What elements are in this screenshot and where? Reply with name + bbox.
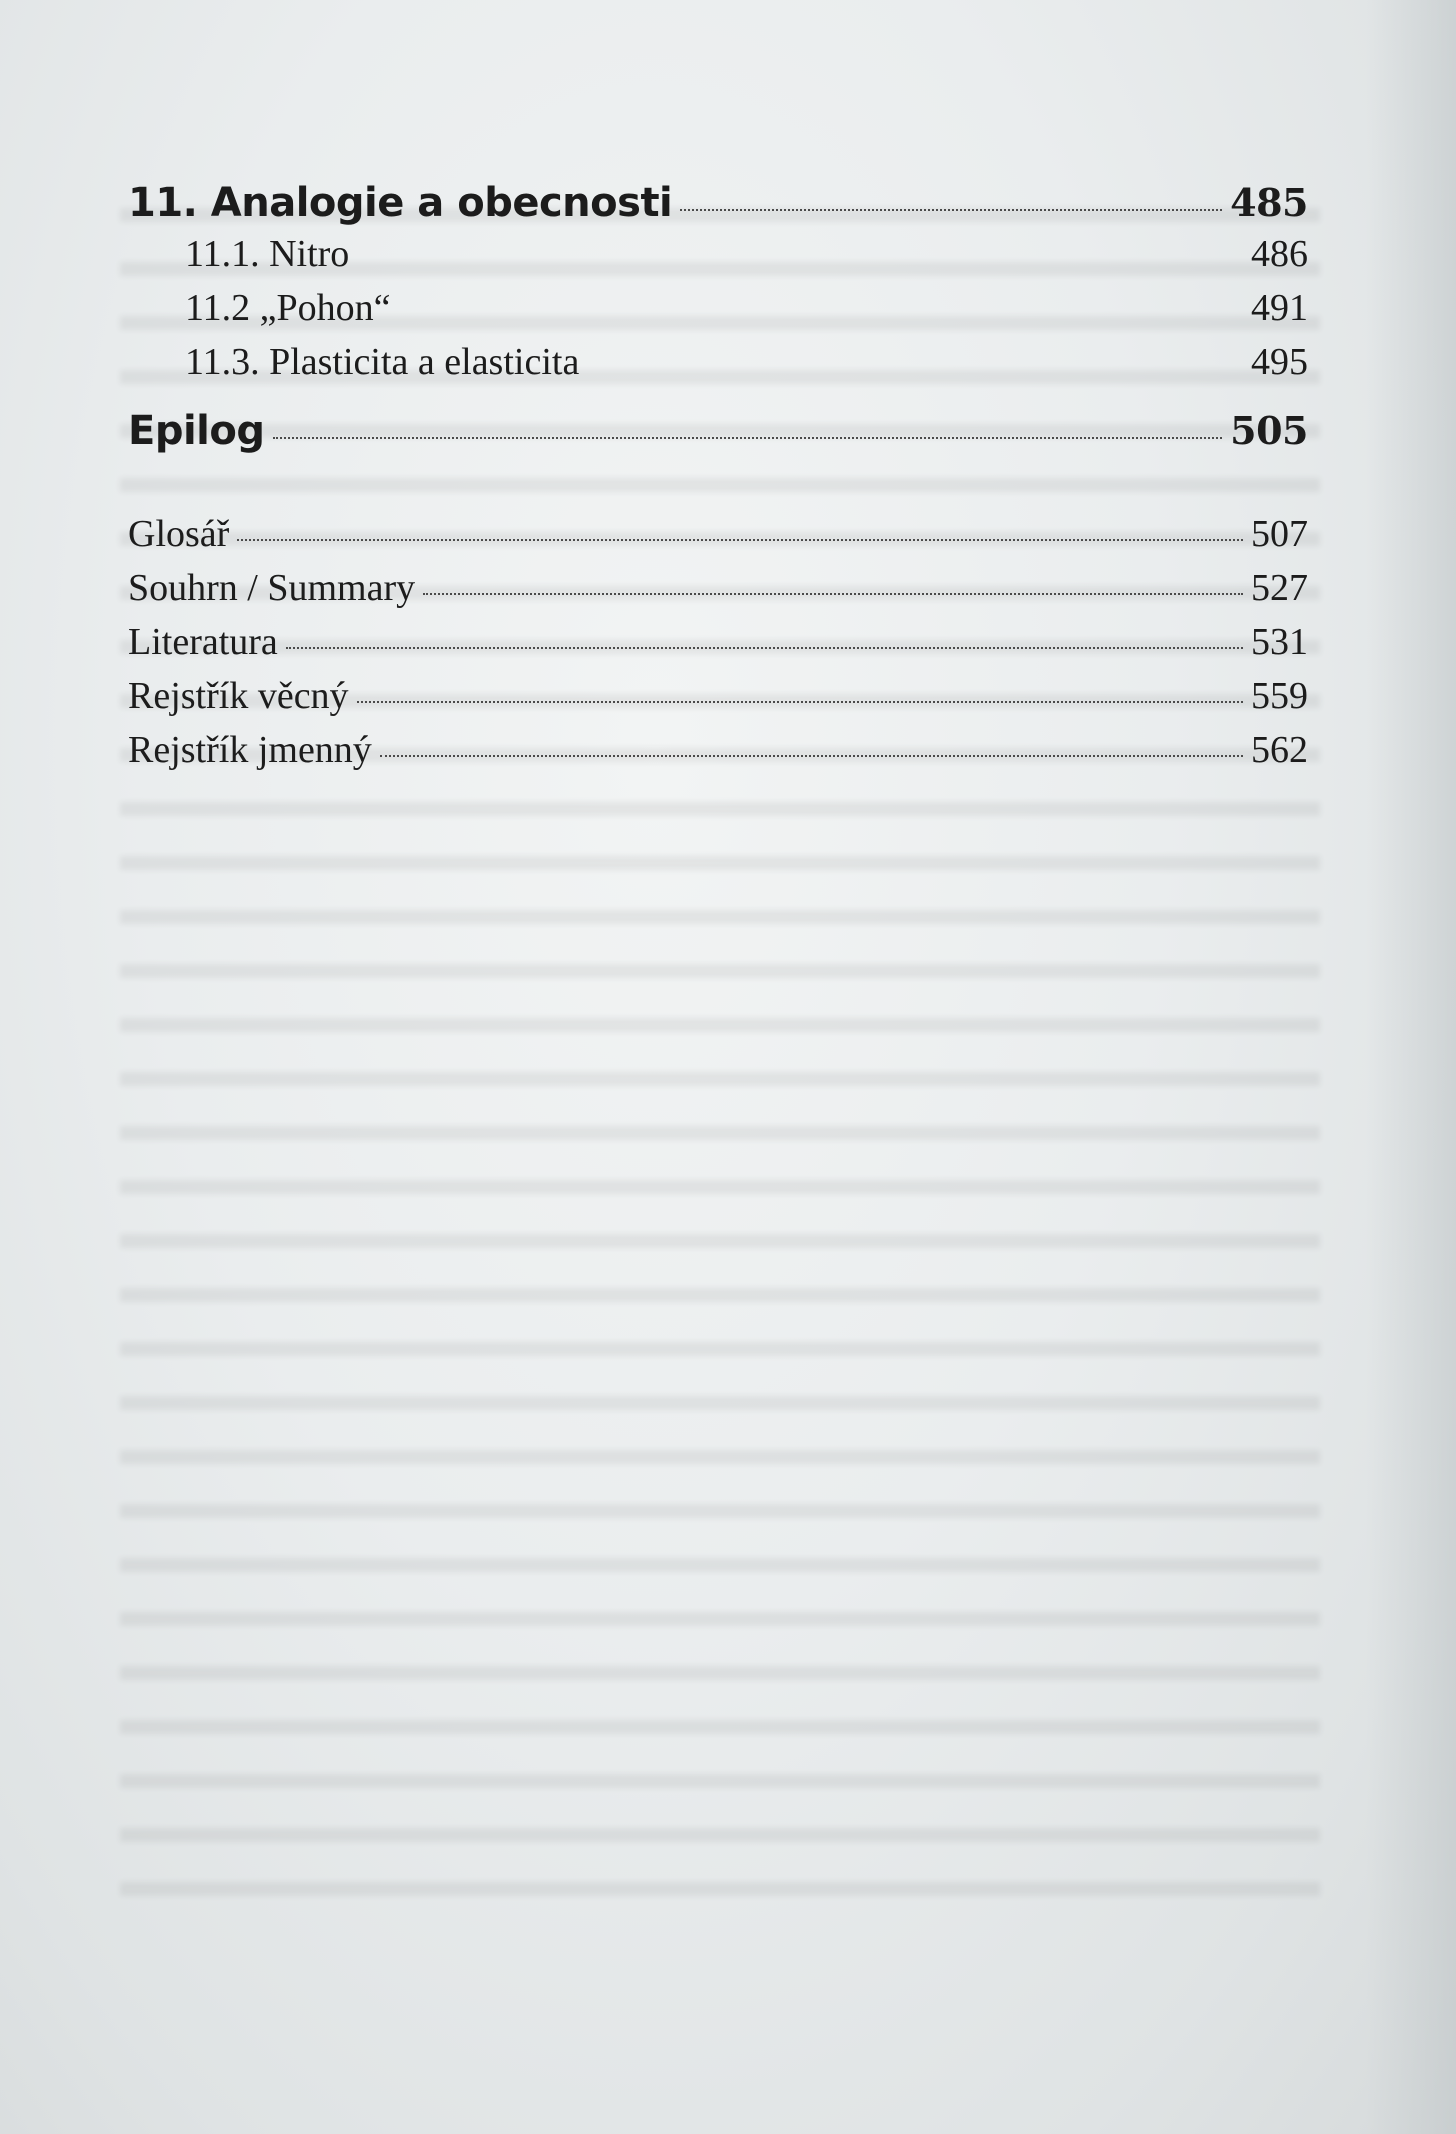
dot-leader — [357, 701, 1243, 703]
back-matter-list — [128, 512, 1308, 782]
back-matter-title: Souhrn / Summary — [128, 567, 416, 609]
back-matter-page-number: 507 — [1251, 513, 1308, 555]
toc-section — [128, 232, 1308, 286]
chapter-page-number: 485 — [1230, 180, 1308, 225]
chapter-title: 11. Analogie a obecnosti — [128, 180, 673, 226]
section-title: 11.1. Nitro — [185, 233, 350, 275]
section-page-number: 486 — [1251, 233, 1308, 275]
back-matter-page-number: 559 — [1251, 675, 1308, 717]
section-page-number: 495 — [1251, 341, 1308, 383]
back-matter-title: Literatura — [128, 621, 278, 663]
back-matter-page-number: 531 — [1251, 621, 1308, 663]
epilog-title: Epilog — [128, 408, 265, 454]
back-matter-title: Rejstřík jmenný — [128, 729, 372, 771]
dot-leader — [286, 647, 1243, 649]
section-title: 11.3. Plasticita a elasticita — [185, 341, 580, 383]
section-page-number: 491 — [1251, 287, 1308, 329]
toc-section — [128, 286, 1308, 340]
toc-epilog — [128, 408, 1308, 460]
dot-leader — [237, 539, 1243, 541]
toc-back-matter-item — [128, 674, 1308, 728]
dot-leader — [423, 593, 1243, 595]
toc-back-matter-item — [128, 728, 1308, 782]
section-title: 11.2 „Pohon“ — [185, 287, 391, 329]
back-matter-title: Glosář — [128, 513, 230, 555]
toc-back-matter-item — [128, 512, 1308, 566]
back-matter-title: Rejstřík věcný — [128, 675, 349, 717]
dot-leader — [380, 755, 1243, 757]
toc-back-matter-item — [128, 566, 1308, 620]
back-matter-page-number: 562 — [1251, 729, 1308, 771]
page-edge-shadow — [1366, 0, 1456, 2134]
toc-chapter-11 — [128, 180, 1308, 232]
toc-section — [128, 340, 1308, 394]
back-matter-page-number: 527 — [1251, 567, 1308, 609]
epilog-page-number: 505 — [1230, 408, 1308, 453]
table-of-contents — [128, 180, 1308, 782]
dot-leader — [273, 437, 1223, 439]
dot-leader — [680, 209, 1222, 211]
toc-back-matter-item — [128, 620, 1308, 674]
